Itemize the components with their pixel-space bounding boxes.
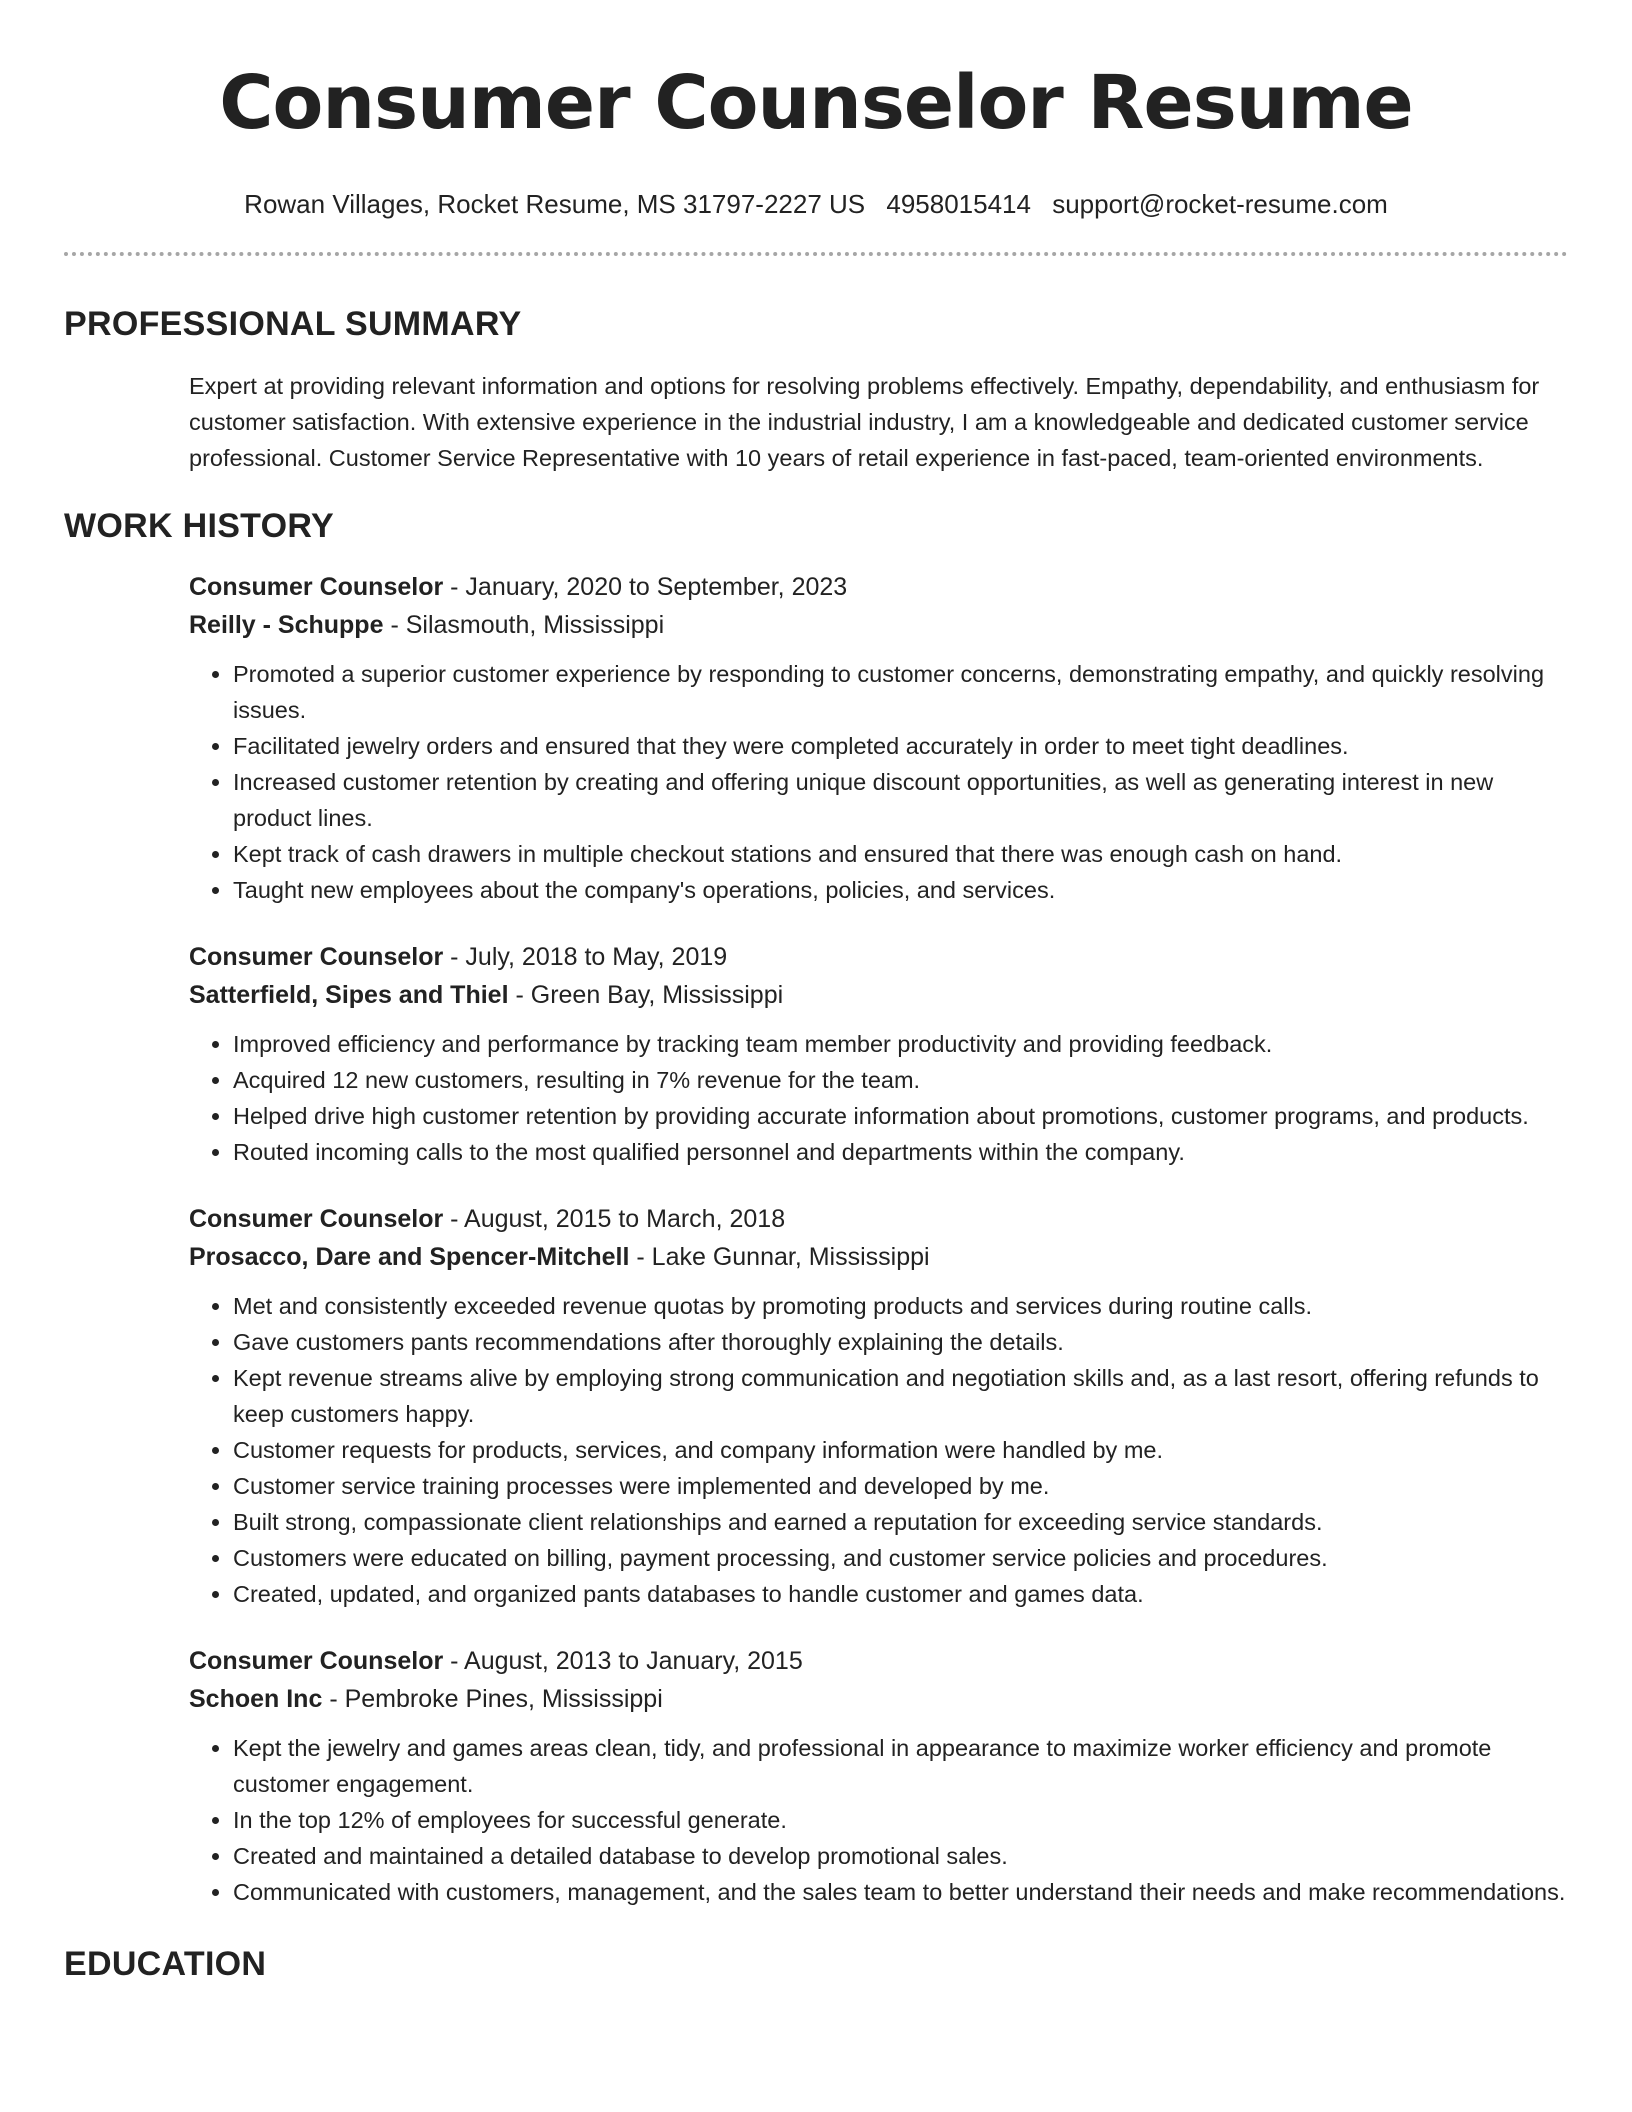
job-bullet: • Met and consistently exceeded revenue quotas by promoting products and services during routine calls. — [233, 1288, 1568, 1324]
job-bullet: • Helped drive high customer retention by providing accurate information about promotions, customer programs, and products. — [233, 1098, 1568, 1134]
job-dates: - August, 2015 to March, 2018 — [450, 1205, 786, 1233]
contact-address: Rowan Villages, Rocket Resume, MS 31797-2227 US — [244, 189, 866, 219]
job-company: Satterfield, Sipes and Thiel — [189, 981, 509, 1009]
job-location: - Lake Gunnar, Mississippi — [636, 1243, 930, 1271]
job-dates: - January, 2020 to September, 2023 — [450, 573, 848, 601]
job-title: Consumer Counselor — [189, 943, 444, 971]
job-title-line — [189, 938, 1568, 976]
job-entry — [189, 938, 1568, 1170]
contact-line — [64, 188, 1568, 220]
job-bullet: • Improved efficiency and performance by tracking team member productivity and providing feedback. — [233, 1026, 1568, 1062]
education-heading: EDUCATION — [64, 1945, 267, 1983]
resume-title: Consumer Counselor Resume — [219, 60, 1413, 146]
job-entry — [189, 568, 1568, 908]
job-company-line — [189, 1680, 1568, 1718]
job-location: - Green Bay, Mississippi — [515, 981, 784, 1009]
job-bullet: • Increased customer retention by creating and offering unique discount opportunities, as well as generating interest in new product lines. — [233, 764, 1568, 836]
job-bullet: • Communicated with customers, management, and the sales team to better understand their needs and make recommendations. — [233, 1874, 1568, 1910]
header-divider — [64, 252, 1568, 256]
job-bullets — [189, 656, 1568, 908]
job-bullet: • Routed incoming calls to the most qualified personnel and departments within the company. — [233, 1134, 1568, 1170]
job-bullet: • In the top 12% of employees for successful generate. — [233, 1802, 1568, 1838]
job-title: Consumer Counselor — [189, 1647, 444, 1675]
job-bullets — [189, 1730, 1568, 1910]
job-bullet: • Promoted a superior customer experience by responding to customer concerns, demonstrating empathy, and quickly resolving issues. — [233, 656, 1568, 728]
job-title: Consumer Counselor — [189, 573, 444, 601]
job-bullet: • Customer requests for products, services, and company information were handled by me. — [233, 1432, 1568, 1468]
job-bullets — [189, 1288, 1568, 1612]
job-company: Reilly - Schuppe — [189, 611, 384, 639]
job-bullet: • Kept the jewelry and games areas clean, tidy, and professional in appearance to maximize worker efficiency and promote customer engagement. — [233, 1730, 1568, 1802]
job-entry — [189, 1200, 1568, 1612]
job-bullet: • Taught new employees about the company's operations, policies, and services. — [233, 872, 1568, 908]
job-bullet: • Kept track of cash drawers in multiple checkout stations and ensured that there was enough cash on hand. — [233, 836, 1568, 872]
job-bullet: • Kept revenue streams alive by employing strong communication and negotiation skills and, as a last resort, offering refunds to keep customers happy. — [233, 1360, 1568, 1432]
job-bullet: • Acquired 12 new customers, resulting in 7% revenue for the team. — [233, 1062, 1568, 1098]
contact-phone: 4958015414 — [886, 189, 1031, 219]
summary-heading: PROFESSIONAL SUMMARY — [64, 305, 522, 343]
job-title: Consumer Counselor — [189, 1205, 444, 1233]
job-dates: - August, 2013 to January, 2015 — [450, 1647, 803, 1675]
job-bullet: • Gave customers pants recommendations after thoroughly explaining the details. — [233, 1324, 1568, 1360]
job-entry — [189, 1642, 1568, 1910]
job-company-line — [189, 1238, 1568, 1276]
job-dates: - July, 2018 to May, 2019 — [450, 943, 728, 971]
job-bullets — [189, 1026, 1568, 1170]
contact-email: support@rocket-resume.com — [1052, 189, 1388, 219]
job-company-line — [189, 976, 1568, 1014]
job-bullet: • Customer service training processes were implemented and developed by me. — [233, 1468, 1568, 1504]
job-bullet: • Built strong, compassionate client relationships and earned a reputation for exceeding service standards. — [233, 1504, 1568, 1540]
summary-text: Expert at providing relevant information and options for resolving problems effectively. Empathy, dependability, and enthusiasm for customer satisfaction. With extensive experience in the industrial industry, I am a knowledgeable and dedicated customer service professional. Customer Service Representative with 10 years of retail experience in fast-paced, team-oriented environments. — [189, 373, 1540, 471]
job-bullet: • Facilitated jewelry orders and ensured that they were completed accurately in order to meet tight deadlines. — [233, 728, 1568, 764]
job-title-line — [189, 568, 1568, 606]
job-title-line — [189, 1642, 1568, 1680]
job-company: Schoen Inc — [189, 1685, 323, 1713]
job-bullet: • Created and maintained a detailed database to develop promotional sales. — [233, 1838, 1568, 1874]
job-location: - Silasmouth, Mississippi — [390, 611, 665, 639]
job-bullet: • Created, updated, and organized pants databases to handle customer and games data. — [233, 1576, 1568, 1612]
work-history-heading: WORK HISTORY — [64, 507, 334, 545]
job-title-line — [189, 1200, 1568, 1238]
work-history-list — [189, 568, 1568, 1910]
job-location: - Pembroke Pines, Mississippi — [329, 1685, 663, 1713]
job-bullet: • Customers were educated on billing, payment processing, and customer service policies and procedures. — [233, 1540, 1568, 1576]
job-company: Prosacco, Dare and Spencer-Mitchell — [189, 1243, 630, 1271]
job-company-line — [189, 606, 1568, 644]
